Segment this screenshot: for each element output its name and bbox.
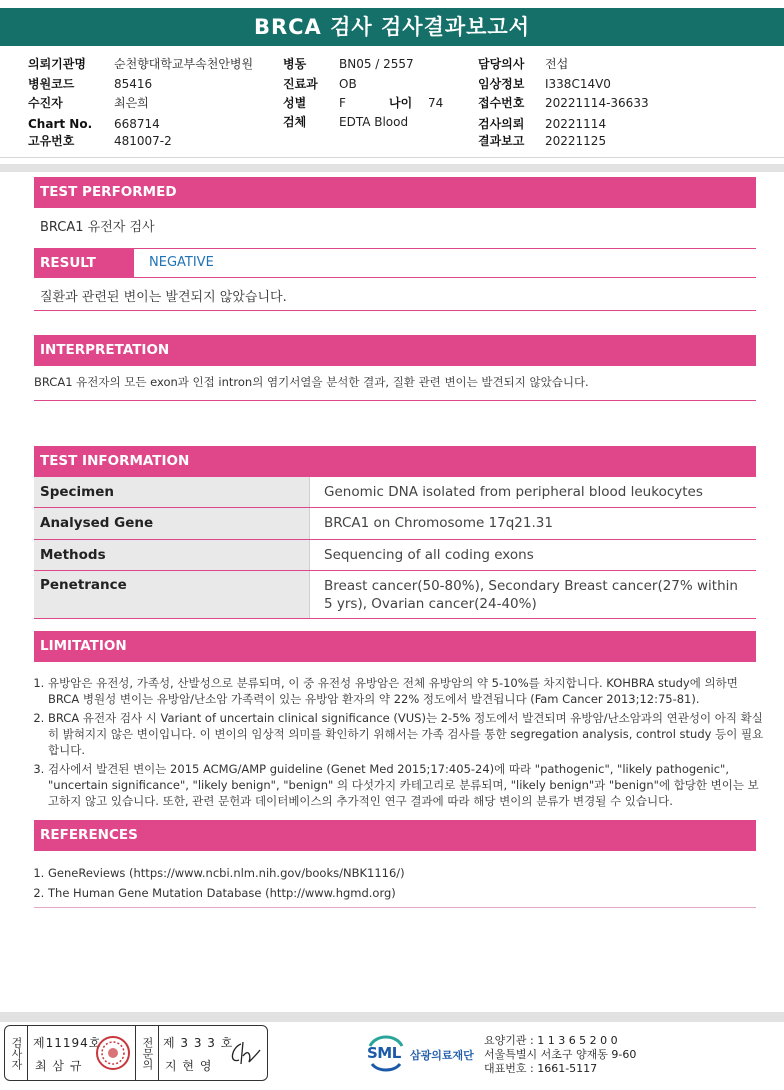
clinical-info-label: 임상정보 [478, 77, 525, 91]
table-row [34, 540, 756, 571]
examiner-name: 최 삼 규 [35, 1059, 83, 1073]
signature-box [4, 1025, 268, 1081]
specialist-label: 전문의 [141, 1036, 154, 1070]
references-heading: REFERENCES [34, 820, 756, 851]
interpretation-text: BRCA1 유전자의 모든 exon과 인접 intron의 염기서열을 분석한 결과, 질환 관련 변이는 발견되지 않았습니다. [34, 375, 589, 389]
age-value: 74 [428, 96, 444, 110]
limitation-heading: LIMITATION [34, 631, 756, 662]
receipt-no-label: 접수번호 [478, 96, 525, 110]
doctor-value: 전섭 [545, 57, 569, 71]
logo-text: SML [367, 1044, 401, 1062]
methods-key: Methods [34, 540, 310, 571]
patient-value: 최은희 [114, 96, 149, 110]
table-row [34, 477, 756, 508]
unique-no-value: 481007-2 [114, 134, 172, 148]
footer-band [0, 1012, 784, 1022]
specimen-key: Specimen [34, 477, 310, 508]
result-label: RESULT [34, 249, 134, 277]
list-item: 1. 유방암은 유전성, 가족성, 산발성으로 분류되며, 이 중 유전성 유방암은 전체 유방암의 약 5-10%를 차지합니다. KOHBRA study에 의하면 BRCA 병원성 변이는 유방암/난소암 가족력이 있는 유방암 환자의 약 22% 정도에서 발견됩니다 (Fam Cancer 2013;12:75-81). [48, 675, 766, 707]
specimen-label: 검체 [283, 115, 307, 129]
test-performed-heading: TEST PERFORMED [34, 177, 756, 208]
result-divider [34, 310, 756, 311]
patient-label: 수진자 [28, 96, 63, 110]
request-date-value: 20221114 [545, 117, 607, 131]
references-divider [34, 907, 756, 908]
test-information-heading: TEST INFORMATION [34, 446, 756, 477]
doctor-label: 담당의사 [478, 57, 525, 71]
interpretation-heading: INTERPRETATION [34, 335, 756, 366]
sex-label: 성별 [283, 96, 307, 110]
unique-no-label: 고유번호 [28, 134, 75, 148]
institution-label: 의뢰기관명 [28, 57, 86, 71]
chart-no-label: Chart No. [28, 117, 93, 131]
table-row [34, 508, 756, 540]
list-item: 1. GeneReviews (https://www.ncbi.nlm.nih.gov/books/NBK1116/) [48, 863, 766, 883]
specialist-name: 지 현 영 [165, 1059, 213, 1073]
test-information-table [34, 477, 756, 619]
list-item: 2. The Human Gene Mutation Database (http://www.hgmd.org) [48, 883, 766, 903]
test-performed-value: BRCA1 유전자 검사 [40, 220, 155, 235]
ward-value: BN05 / 2557 [339, 57, 414, 71]
list-item: 2. BRCA 유전자 검사 시 Variant of uncertain clinical significance (VUS)는 2-5% 정도에서 발견되며 유방암/난소암과의 연관성이 아직 확실히 밝혀지지 않은 변이입니다. 이 변이의 임상적 의미를 확인하기 위해서는 가족 검사를 통한 segregation analysis, control study 등이 필요합니다. [48, 710, 766, 758]
org-name: 삼광의료재단 [410, 1049, 474, 1062]
agency-code: 요양기관 : 1 1 3 6 5 2 0 0 [484, 1034, 618, 1047]
interpretation-divider [34, 400, 756, 401]
penetrance-key: Penetrance [34, 571, 310, 619]
clinical-info-value: I338C14V0 [545, 77, 611, 91]
analysed-gene-value: BRCA1 on Chromosome 17q21.31 [310, 508, 757, 540]
department-value: OB [339, 77, 357, 91]
chart-no-value: 668714 [114, 117, 160, 131]
result-value: NEGATIVE [149, 255, 214, 270]
signature-icon [227, 1038, 263, 1068]
hospital-code-label: 병원코드 [28, 77, 75, 91]
ward-label: 병동 [283, 57, 307, 71]
specimen-value: EDTA Blood [339, 115, 409, 129]
report-title: BRCA 검사 검사결과보고서 [0, 8, 784, 46]
result-note: 질환과 관련된 변이는 발견되지 않았습니다. [40, 290, 287, 305]
result-row [34, 248, 756, 278]
table-row [34, 571, 756, 619]
phone: 대표번호 : 1661-5117 [484, 1062, 598, 1075]
methods-value: Sequencing of all coding exons [310, 540, 757, 571]
age-label: 나이 [389, 96, 413, 110]
examiner-label: 검사자 [10, 1036, 23, 1070]
sex-value: F [339, 96, 346, 110]
specialist-no: 제 3 3 3 호 [163, 1036, 234, 1050]
receipt-no-value: 20221114-36633 [545, 96, 649, 110]
header-band [0, 164, 784, 172]
hospital-code-value: 85416 [114, 77, 153, 91]
analysed-gene-key: Analysed Gene [34, 508, 310, 540]
institution-value: 순천향대학교부속천안병원 [114, 57, 254, 71]
seal-icon [95, 1035, 131, 1071]
examiner-no: 제11194호 [33, 1036, 102, 1050]
address: 서울특별시 서초구 양재동 9-60 [484, 1048, 637, 1061]
references-list [34, 863, 766, 903]
list-item: 3. 검사에서 발견된 변이는 2015 ACMG/AMP guideline (Genet Med 2015;17:405-24)에 따라 "pathogenic", "likely pathogenic", "uncertain significance", "likely benign", "benign" 의 다섯가지 카테고리로 분류되며, "likely benign"과 "benign"에 합당한 변이는 보고하지 않고 있습니다. 또한, 관련 문헌과 데이터베이스의 추가적인 연구 결과에 따라 해당 변이의 분류가 변경될 수 있습니다. [48, 761, 766, 809]
penetrance-value: Breast cancer(50-80%), Secondary Breast cancer(27% within 5 yrs), Ovarian cancer(24-40%) [310, 571, 757, 619]
department-label: 진료과 [283, 77, 318, 91]
limitation-list [34, 675, 766, 812]
report-date-value: 20221125 [545, 134, 607, 148]
report-date-label: 결과보고 [478, 134, 525, 148]
org-address-block [484, 1034, 636, 1076]
request-date-label: 검사의뢰 [478, 117, 525, 131]
specimen-value-cell: Genomic DNA isolated from peripheral blood leukocytes [310, 477, 757, 508]
header-divider [0, 157, 784, 158]
